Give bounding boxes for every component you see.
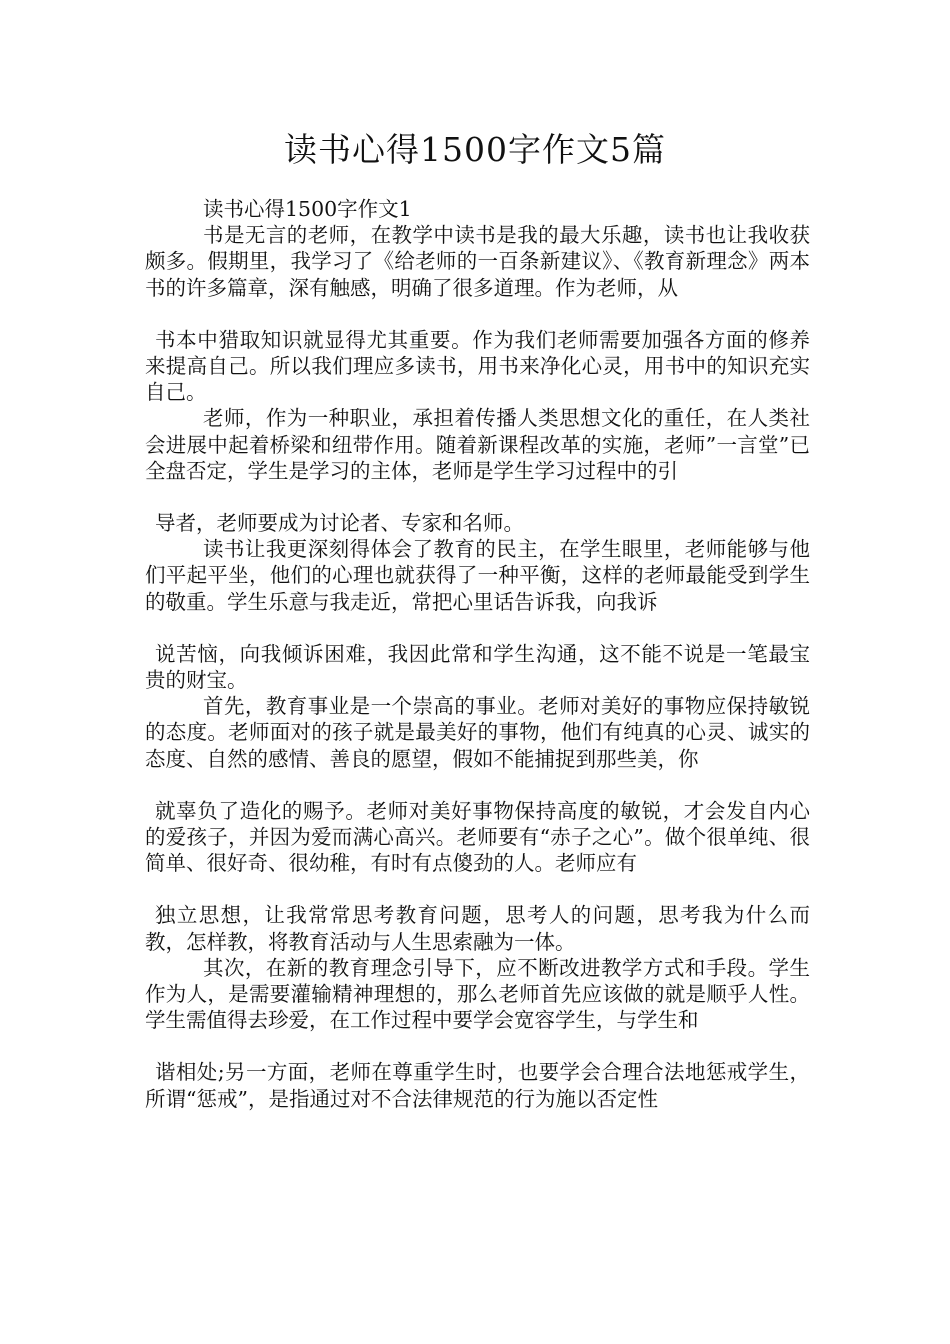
paragraph: 书是无言的老师，在教学中读书是我的最大乐趣，读书也让我收获颇多。假期里，我学习了《给老师的一百条新建议》、《教育新理念》两本书的许多篇章，深有触感，明确了很多道理。作为老师，从: [145, 223, 810, 300]
paragraph-continuation: 就辜负了造化的赐予。老师对美好事物保持高度的敏锐，才会发自内心的爱孩子，并因为爱而满心高兴。老师要有“赤子之心”。做个很单纯、很简单、很好奇、很幼稚，有时有点傻劲的人。老师应有: [145, 798, 810, 876]
paragraph-continuation: 谐相处;另一方面，老师在尊重学生时，也要学会合理合法地惩戒学生，所谓“惩戒”，是指通过对不合法律规范的行为施以否定性: [145, 1060, 810, 1111]
paragraph: 老师，作为一种职业，承担着传播人类思想文化的重任，在人类社会进展中起着桥梁和纽带作用。随着新课程改革的实施，老师”一言堂”已全盘否定，学生是学习的主体，老师是学生学习过程中的引: [145, 406, 810, 483]
document-title: 读书心得1500字作文5篇: [284, 130, 666, 169]
paragraph-continuation: 独立思想，让我常常思考教育问题，思考人的问题，思考我为什么而教，怎样教，将教育活动与人生思索融为一体。: [145, 903, 810, 954]
paragraph: 其次，在新的教育理念引导下，应不断改进教学方式和手段。学生作为人，是需要灌输精神理想的，那么老师首先应该做的就是顺乎人性。学生需值得去珍爱，在工作过程中要学会宽容学生，与学生和: [145, 955, 810, 1033]
paragraph-continuation: 说苦恼，向我倾诉困难，我因此常和学生沟通，这不能不说是一笔最宝贵的财宝。: [145, 641, 810, 693]
paragraph-continuation: 书本中猎取知识就显得尤其重要。作为我们老师需要加强各方面的修养来提高自己。所以我们理应多读书，用书来净化心灵，用书中的知识充实自己。: [145, 327, 810, 405]
document-body: [145, 196, 810, 1112]
paragraph: 首先，教育事业是一个崇高的事业。老师对美好的事物应保持敏锐的态度。老师面对的孩子就是最美好的事物，他们有纯真的心灵、诚实的态度、自然的感情、善良的愿望，假如不能捕捉到那些美，你: [145, 694, 810, 771]
paragraph-continuation: 导者，老师要成为讨论者、专家和名师。: [155, 511, 524, 536]
section-heading: 读书心得1500字作文1: [203, 197, 412, 221]
paragraph: 读书让我更深刻得体会了教育的民主，在学生眼里，老师能够与他们平起平坐，他们的心理也就获得了一种平衡，这样的老师最能受到学生的敬重。学生乐意与我走近，常把心里话告诉我，向我诉: [145, 537, 810, 614]
